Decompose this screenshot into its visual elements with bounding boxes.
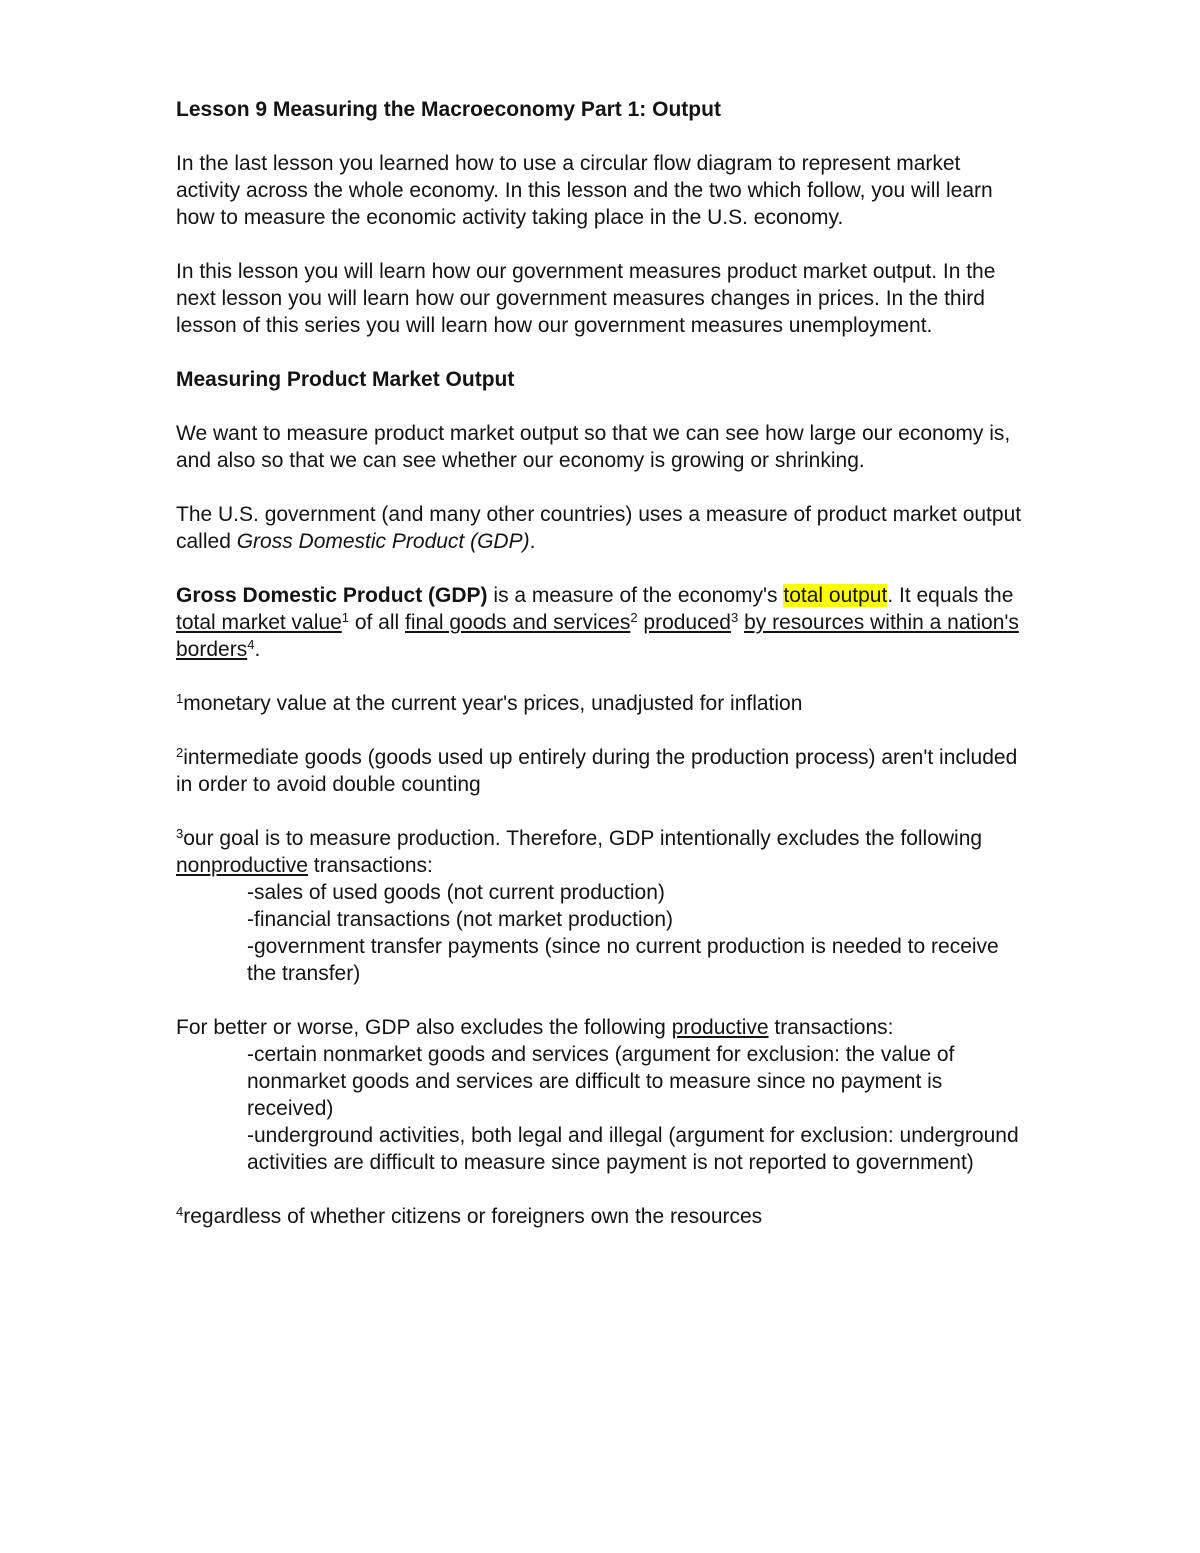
footnote-1: [176, 690, 1026, 717]
footnote-marker-3: 3: [730, 610, 739, 625]
definition-term: Gross Domestic Product (GDP): [176, 584, 488, 607]
document-page: [176, 96, 1026, 1230]
section-heading: Measuring Product Market Output: [176, 368, 515, 391]
underlined-productive: productive: [671, 1016, 769, 1039]
footnote-mark: 4: [176, 1204, 184, 1219]
paragraph-text: transactions:: [768, 1016, 894, 1039]
footnote-2: [176, 744, 1026, 798]
footnote-marker-1: 1: [341, 610, 349, 625]
definition-text: .: [254, 638, 261, 661]
paragraph-text: .: [529, 530, 536, 553]
footnote-marker-4: 4: [247, 637, 255, 652]
list-item: -government transfer payments (since no current production is needed to receive the transfer): [247, 935, 999, 985]
paragraph-text: For better or worse, GDP also excludes the following: [176, 1016, 672, 1039]
footnote-text: monetary value at the current year's prices, unadjusted for inflation: [183, 692, 803, 715]
footnote-mark: 3: [176, 826, 184, 841]
footnote-4: [176, 1203, 1026, 1230]
productive-exclusions: [176, 1014, 1026, 1041]
list-item: -certain nonmarket goods and services (argument for exclusion: the value of nonmarket goods and services are difficult to measure since no payment is received): [247, 1043, 955, 1120]
document-title: Lesson 9 Measuring the Macroeconomy Part 1: Output: [176, 98, 721, 121]
definition-text: is a measure of the economy's: [487, 584, 784, 607]
footnote-text: our goal is to measure production. Therefore, GDP intentionally excludes the following: [183, 827, 983, 850]
footnote-3: [176, 825, 1026, 879]
paragraph-text: The U.S. government (and many other countries) uses a measure of product market output called: [176, 503, 1022, 553]
list-item: -underground activities, both legal and illegal (argument for exclusion: underground activities are difficult to measure since payment is not reported to government): [247, 1124, 1019, 1174]
underlined-total-market-value: total market value: [176, 611, 342, 634]
intro-paragraph-2: In this lesson you will learn how our government measures product market output. In the next lesson you will learn how our government measures changes in prices. In the third lesson of this series you will learn how our government measures unemployment.: [176, 260, 996, 337]
gdp-definition: [176, 582, 1026, 663]
intro-paragraph-1: In the last lesson you learned how to use a circular flow diagram to represent market activity across the whole economy. In this lesson and the two which follow, you will learn how to measure the economic activity taking place in the U.S. economy.: [176, 152, 993, 229]
footnote-text: intermediate goods (goods used up entirely during the production process) aren't included in order to avoid double counting: [176, 746, 1018, 796]
footnote-text: regardless of whether citizens or foreigners own the resources: [183, 1205, 763, 1228]
list-item: -financial transactions (not market production): [247, 908, 674, 931]
underlined-produced: produced: [643, 611, 731, 634]
footnote-mark: 2: [176, 745, 184, 760]
section-paragraph-1: We want to measure product market output so that we can see how large our economy is, and also so that we can see whether our economy is growing or shrinking.: [176, 422, 1011, 472]
footnote-text: transactions:: [307, 854, 433, 877]
definition-text: of all: [348, 611, 406, 634]
footnote-marker-2: 2: [630, 610, 638, 625]
section-paragraph-2: [176, 501, 1026, 555]
definition-text: . It equals the: [887, 584, 1014, 607]
footnote-mark: 1: [176, 691, 184, 706]
underlined-final-goods: final goods and services: [405, 611, 631, 634]
gdp-term-italic: Gross Domestic Product (GDP): [236, 530, 530, 553]
underlined-nonproductive: nonproductive: [176, 854, 308, 877]
list-item: -sales of used goods (not current production): [247, 881, 665, 904]
underlined-by-resources: by resources within a nation's borders: [176, 611, 1019, 661]
highlighted-total-output: total output: [783, 584, 888, 607]
